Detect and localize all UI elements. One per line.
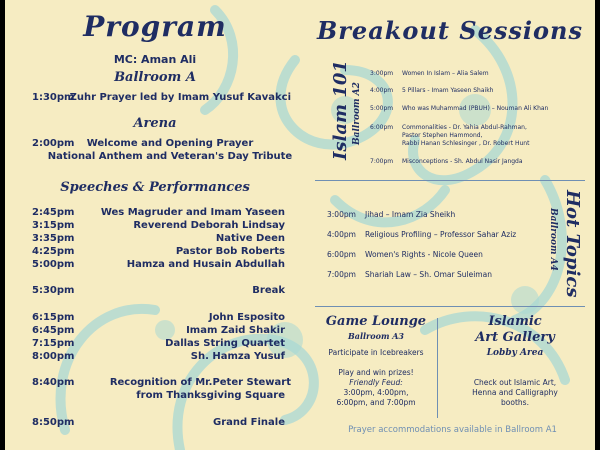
item-desc: Recognition of Mr.Peter Stewart — [109, 377, 291, 388]
program-brochure — [5, 0, 595, 450]
art-gallery-text-2: Henna and Calligraphy — [472, 388, 558, 397]
opening-line-1: Welcome and Opening Prayer — [86, 138, 254, 149]
item-desc: Sh. Hamza Yusuf — [190, 351, 285, 362]
divider-vertical — [437, 318, 438, 418]
session-time: 6:00pm — [370, 124, 394, 131]
ballroom-a-heading: Ballroom A — [114, 70, 196, 85]
session-time: 7:00pm — [370, 158, 394, 165]
art-gallery-text-1: Check out Islamic Art, — [473, 378, 557, 387]
zuhr-desc: Zuhr Prayer led by Imam Yusuf Kavakci — [69, 92, 291, 103]
session-time: 4:00pm — [327, 230, 356, 239]
item-desc: Pastor Bob Roberts — [175, 246, 285, 257]
session-time: 5:00pm — [370, 105, 394, 112]
feud-times-2: 6:00pm, and 7:00pm — [336, 398, 416, 407]
divider — [315, 180, 585, 181]
program-title: Program — [83, 10, 227, 43]
session-desc: Misconceptions - Sh. Abdul Nasir Jangda — [402, 158, 523, 165]
prizes-text: Play and win prizes! — [338, 368, 414, 377]
item-desc: Native Deen — [215, 233, 285, 244]
art-gallery-title-1: Islamic — [488, 314, 542, 329]
divider — [315, 306, 585, 307]
hot-topics-room: Ballroom A4 — [548, 208, 558, 271]
art-gallery-title-2: Art Gallery — [475, 330, 555, 345]
session-desc: Religious Profiling – Professor Sahar Aziz — [365, 230, 517, 239]
item-desc: from Thanksgiving Square — [136, 390, 285, 401]
item-time: 7:15pm — [32, 338, 75, 349]
item-time: 8:40pm — [32, 377, 75, 388]
session-desc: Shariah Law – Sh. Omar Suleiman — [365, 270, 492, 279]
hot-topics-label: Hot Topics — [562, 190, 583, 298]
art-gallery-text-3: booths. — [501, 398, 529, 407]
session-time: 4:00pm — [370, 87, 394, 94]
session-time: 3:00pm — [370, 70, 394, 77]
item-time: 8:50pm — [32, 417, 75, 428]
art-gallery-room: Lobby Area — [486, 348, 544, 358]
item-desc: Imam Zaid Shakir — [186, 325, 285, 336]
islam101-room: Ballroom A2 — [352, 82, 362, 145]
item-time: 5:00pm — [32, 259, 75, 270]
session-desc: 5 Pillars - Imam Yaseen Shaikh — [402, 87, 494, 94]
item-desc: Break — [252, 285, 285, 296]
item-time: 8:00pm — [32, 351, 75, 362]
session-desc: Commonalities - Dr. Yahia Abdul-Rahman, — [402, 124, 527, 131]
item-time: 4:25pm — [32, 246, 75, 257]
item-desc: Dallas String Quartet — [165, 338, 285, 349]
session-time: 6:00pm — [327, 250, 356, 259]
session-desc: Who was Muhammad (PBUH) – Nouman Ali Khan — [402, 105, 549, 112]
item-desc: Wes Magruder and Imam Yaseen — [100, 207, 285, 218]
session-desc: Women's Rights - Nicole Queen — [365, 250, 483, 259]
item-time: 3:15pm — [32, 220, 75, 231]
session-desc: Rabbi Hanan Schlesinger , Dr. Robert Hunt — [402, 140, 530, 147]
opening-time: 2:00pm — [32, 138, 75, 149]
game-lounge-room: Ballroom A3 — [348, 331, 404, 341]
item-desc: Reverend Deborah Lindsay — [133, 220, 285, 231]
item-time: 2:45pm — [32, 207, 75, 218]
session-desc: Pastor Stephen Hammond, — [402, 132, 483, 139]
item-time: 6:15pm — [32, 312, 75, 323]
item-desc: Grand Finale — [213, 417, 285, 428]
prayer-accommodations-footer: Prayer accommodations available in Ballroom A1 — [348, 425, 557, 435]
arena-heading: Arena — [133, 116, 177, 131]
item-time: 6:45pm — [32, 325, 75, 336]
opening-line-2: National Anthem and Veteran's Day Tribute — [47, 151, 293, 162]
mc-line: MC: Aman Ali — [113, 53, 197, 66]
session-desc: Women In Islam – Alia Salem — [402, 70, 489, 77]
breakout-title: Breakout Sessions — [317, 16, 583, 45]
zuhr-time: 1:30pm — [32, 92, 75, 103]
icebreakers-text: Participate in Icebreakers — [328, 348, 424, 357]
item-time: 5:30pm — [32, 285, 75, 296]
friendly-feud-text: Friendly Feud: — [349, 378, 403, 387]
game-lounge-title: Game Lounge — [325, 314, 427, 329]
session-desc: Jihad – Imam Zia Sheikh — [365, 210, 456, 219]
speeches-heading: Speeches & Performances — [60, 180, 250, 195]
feud-times-1: 3:00pm, 4:00pm, — [343, 388, 409, 397]
item-desc: Hamza and Husain Abdullah — [126, 259, 285, 270]
item-desc: John Esposito — [208, 312, 285, 323]
session-time: 3:00pm — [327, 210, 356, 219]
session-time: 7:00pm — [327, 270, 356, 279]
item-time: 3:35pm — [32, 233, 75, 244]
islam101-label: Islam 101 — [330, 60, 351, 160]
